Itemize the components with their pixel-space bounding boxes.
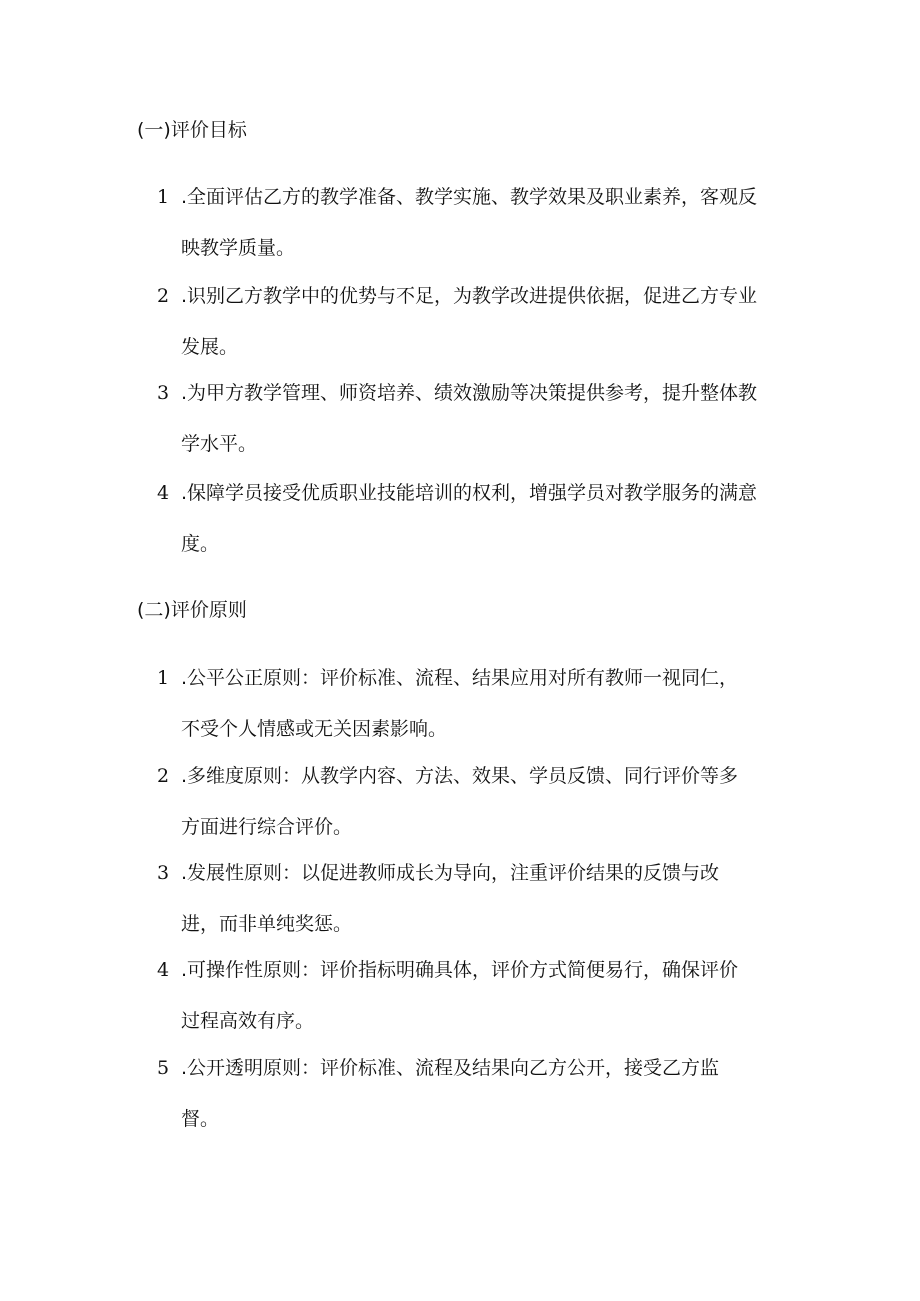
item-text-line: 督。 xyxy=(181,1108,220,1130)
section-heading-goals: (一)评价目标 xyxy=(137,119,247,141)
item-number: 4 xyxy=(157,959,170,981)
item-text-line: .全面评估乙方的教学准备、教学实施、教学效果及职业素养，客观反 xyxy=(181,186,758,208)
item-text-line: .公平公正原则：评价标准、流程、结果应用对所有教师一视同仁， xyxy=(181,667,739,689)
section-heading-principles: (二)评价原则 xyxy=(137,599,247,621)
item-text-line: .识别乙方教学中的优势与不足，为教学改进提供依据，促进乙方专业 xyxy=(181,285,758,307)
item-text-line: .发展性原则：以促进教师成长为导向，注重评价结果的反馈与改 xyxy=(181,862,720,884)
item-text-line: 方面进行综合评价。 xyxy=(181,816,353,838)
item-text-line: 过程高效有序。 xyxy=(181,1010,315,1032)
item-text-line: 映教学质量。 xyxy=(181,237,296,259)
item-text-line: 度。 xyxy=(181,533,220,555)
item-text-line: 进，而非单纯奖惩。 xyxy=(181,913,353,935)
item-number: 3 xyxy=(157,382,170,404)
item-text-line: .为甲方教学管理、师资培养、绩效激励等决策提供参考，提升整体教 xyxy=(181,382,758,404)
item-text-line: .可操作性原则：评价指标明确具体，评价方式简便易行，确保评价 xyxy=(181,959,739,981)
item-text-line: 学水平。 xyxy=(181,433,258,455)
item-text-line: 不受个人情感或无关因素影响。 xyxy=(181,718,448,740)
item-text-line: 发展。 xyxy=(181,336,239,358)
item-number: 1 xyxy=(157,186,170,208)
item-number: 2 xyxy=(157,765,170,787)
item-text-line: .公开透明原则：评价标准、流程及结果向乙方公开，接受乙方监 xyxy=(181,1057,720,1079)
item-number: 4 xyxy=(157,482,170,504)
item-number: 2 xyxy=(157,285,170,307)
item-text-line: .多维度原则：从教学内容、方法、效果、学员反馈、同行评价等多 xyxy=(181,765,739,787)
item-number: 5 xyxy=(157,1057,170,1079)
item-text-line: .保障学员接受优质职业技能培训的权利，增强学员对教学服务的满意 xyxy=(181,482,758,504)
item-number: 3 xyxy=(157,862,170,884)
item-number: 1 xyxy=(157,667,170,689)
